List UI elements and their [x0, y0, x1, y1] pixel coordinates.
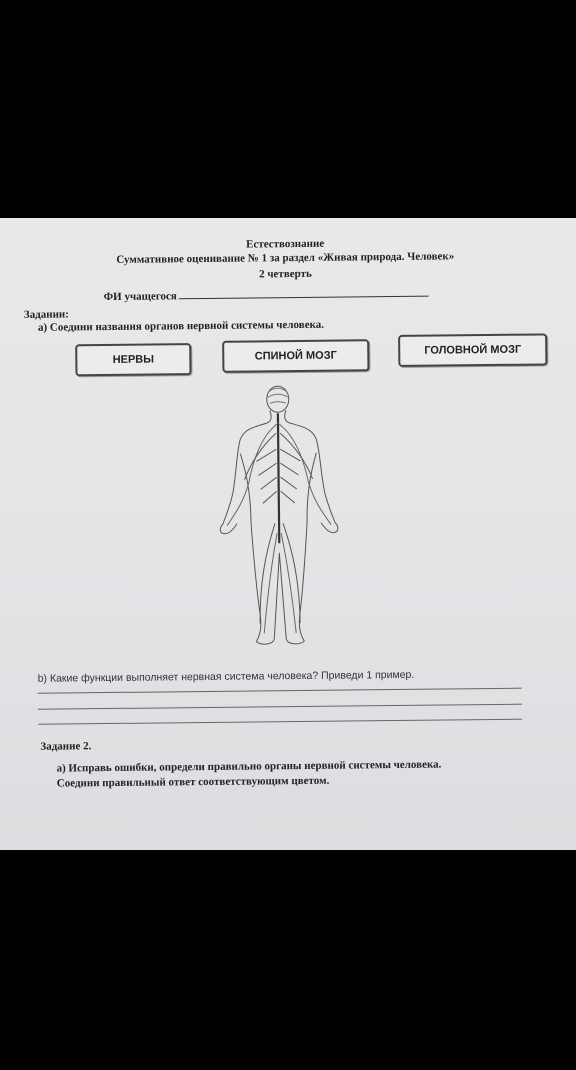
- task2-a-text: [57, 758, 442, 792]
- student-name-row: [104, 287, 429, 303]
- quarter-label: 2 четверть: [258, 267, 312, 281]
- answer-line-1[interactable]: [38, 688, 522, 694]
- task2-heading: Задание 2.: [40, 740, 92, 753]
- student-name-blank[interactable]: [179, 287, 429, 300]
- nervous-system-figure: [214, 383, 347, 656]
- box-nerves: НЕРВЫ: [75, 343, 191, 376]
- subject-title: Естествознание: [246, 237, 325, 251]
- box-brain: ГОЛОВНОЙ МОЗГ: [398, 333, 547, 367]
- task2-a-line2: Соедини правильный ответ соответствующим цветом.: [56, 774, 330, 790]
- assessment-title: Суммативное оценивание № 1 за раздел «Живая природа. Человек»: [116, 250, 455, 266]
- answer-line-3[interactable]: [38, 719, 522, 725]
- tasks-heading: Задании:: [23, 308, 69, 321]
- box-spinal-cord: СПИНОЙ МОЗГ: [222, 339, 369, 373]
- worksheet-page: [0, 218, 576, 850]
- answer-line-2[interactable]: [38, 704, 522, 710]
- task-b-question: b) Какие функции выполняет нервная система человека? Приведи 1 пример.: [37, 668, 415, 685]
- task-a-text: а) Соедини названия органов нервной системы человека.: [37, 318, 325, 334]
- task2-a-line1: а) Исправь ошибки, определи правильно органы нервной системы человека.: [56, 758, 442, 775]
- student-name-label: ФИ учащегося: [103, 290, 177, 304]
- worksheet-content: [0, 218, 576, 850]
